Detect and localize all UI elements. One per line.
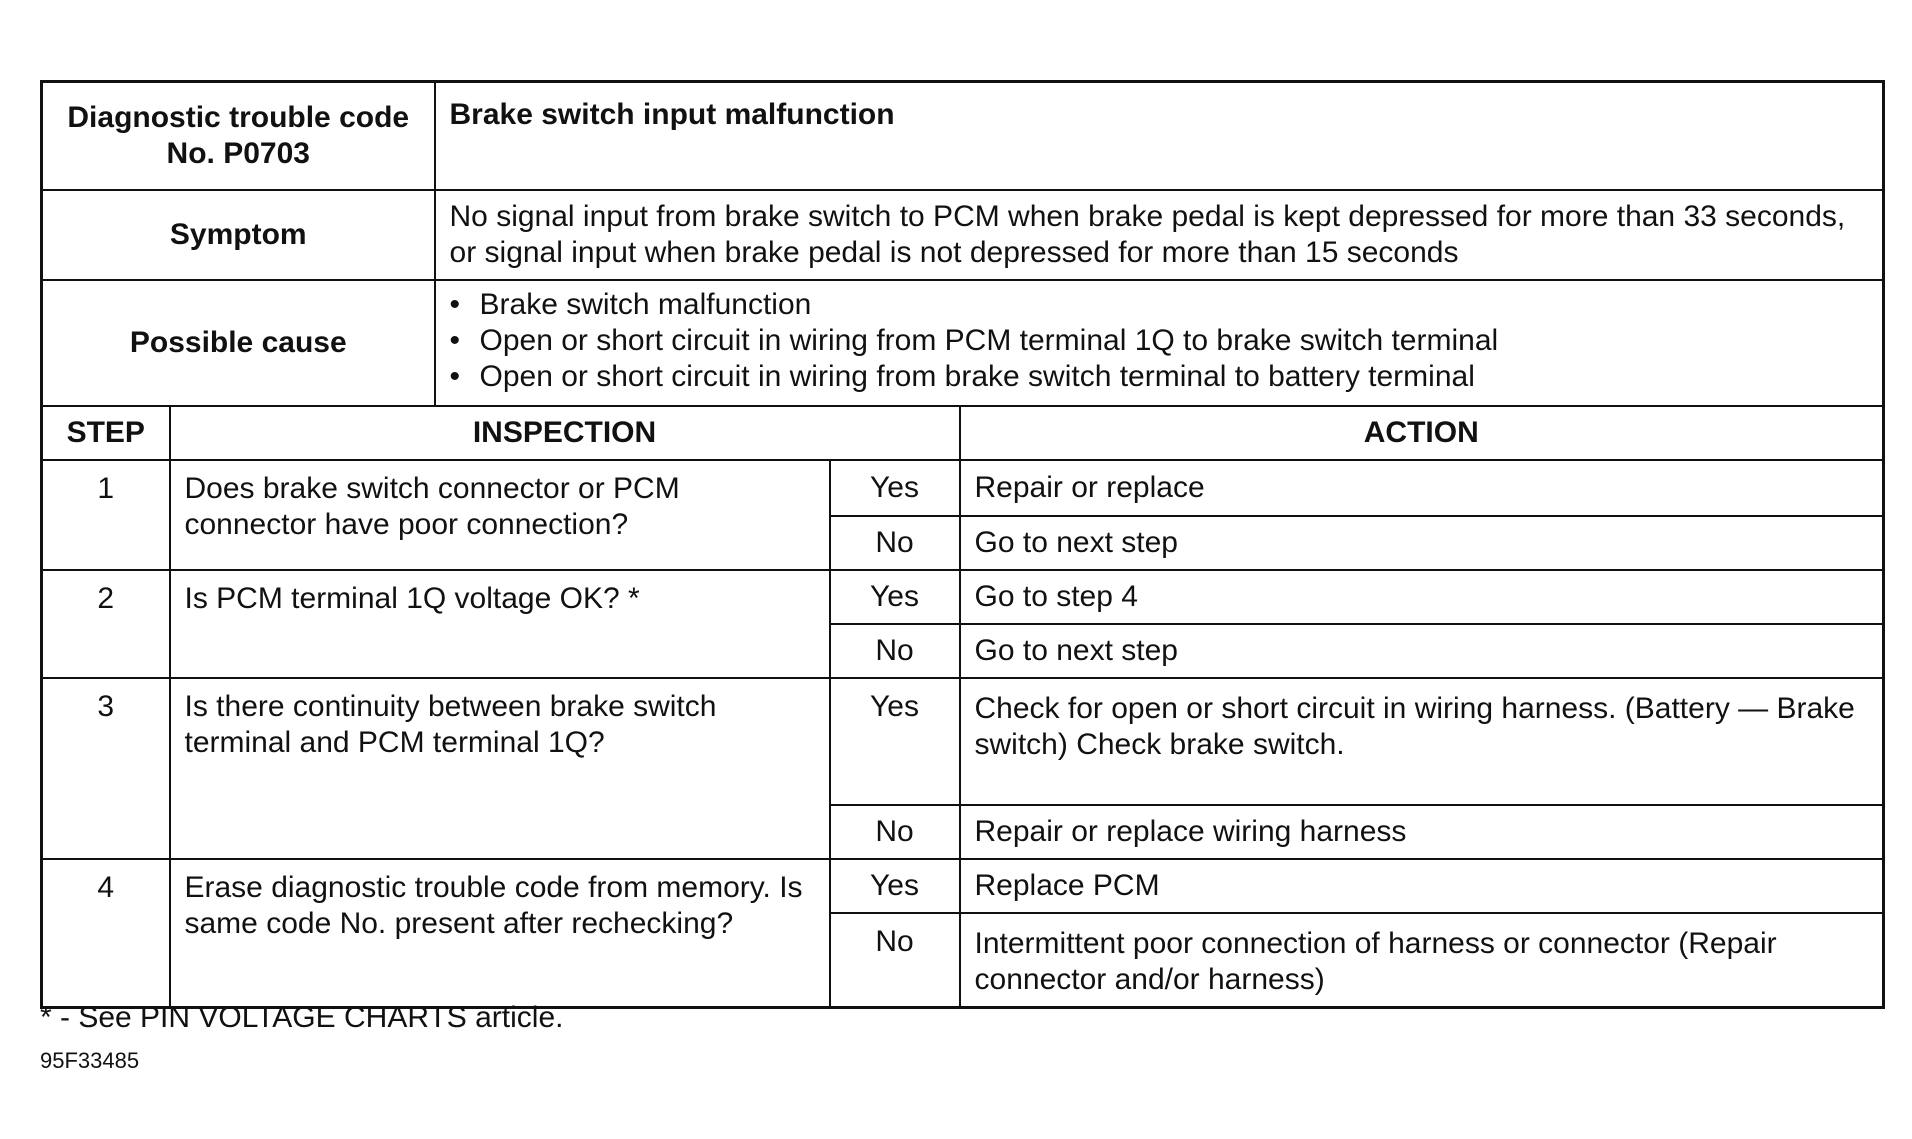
inspection-text: Erase diagnostic trouble code from memory. Is same code No. present after rechecking? <box>170 859 830 1008</box>
no-action: Go to next step <box>960 516 1884 570</box>
no-label: No <box>830 624 960 678</box>
column-header-row <box>42 406 1884 460</box>
inspection-text: Does brake switch connector or PCM connector have poor connection? <box>170 460 830 570</box>
no-label: No <box>830 805 960 859</box>
yes-action: Repair or replace <box>960 460 1884 516</box>
no-label: No <box>830 516 960 570</box>
yes-label: Yes <box>830 570 960 624</box>
symptom-row <box>42 190 1884 280</box>
inspection-text: Is PCM terminal 1Q voltage OK? * <box>170 570 830 678</box>
yes-action: Go to step 4 <box>960 570 1884 624</box>
inspection-column-header: INSPECTION <box>170 406 960 460</box>
cause-item: • Open or short circuit in wiring from brake switch terminal to battery terminal <box>450 359 1869 395</box>
no-label: No <box>830 913 960 1008</box>
cause-item: • Brake switch malfunction <box>450 287 1869 323</box>
possible-cause-list <box>450 287 1869 395</box>
step-column-header: STEP <box>42 406 170 460</box>
step-row-yes <box>42 570 1884 624</box>
no-action: Repair or replace wiring harness <box>960 805 1884 859</box>
step-row-yes <box>42 678 1884 805</box>
dtc-label: Diagnostic trouble code No. P0703 <box>42 82 435 190</box>
step-number: 4 <box>42 859 170 1008</box>
yes-label: Yes <box>830 678 960 805</box>
step-row-yes <box>42 460 1884 516</box>
yes-action: Check for open or short circuit in wiring harness. (Battery — Brake switch) Check brake switch. <box>960 678 1884 805</box>
footnote: * - See PIN VOLTAGE CHARTS article. <box>40 1001 564 1034</box>
step-number: 1 <box>42 460 170 570</box>
step-row-yes <box>42 859 1884 913</box>
step-number: 3 <box>42 678 170 859</box>
inspection-text: Is there continuity between brake switch terminal and PCM terminal 1Q? <box>170 678 830 859</box>
no-action: Go to next step <box>960 624 1884 678</box>
diagnostic-table <box>40 80 1885 1009</box>
cause-item: • Open or short circuit in wiring from PCM terminal 1Q to brake switch terminal <box>450 323 1869 359</box>
possible-cause-list-cell <box>435 280 1884 406</box>
yes-label: Yes <box>830 859 960 913</box>
yes-label: Yes <box>830 460 960 516</box>
figure-code: 95F33485 <box>40 1048 140 1073</box>
symptom-text: No signal input from brake switch to PCM when brake pedal is kept depressed for more than 33 seconds, or signal input when brake pedal is not depressed for more than 15 seconds <box>435 190 1884 280</box>
no-action: Intermittent poor connection of harness or connector (Repair connector and/or harness) <box>960 913 1884 1008</box>
action-column-header: ACTION <box>960 406 1884 460</box>
possible-cause-row <box>42 280 1884 406</box>
dtc-row <box>42 82 1884 190</box>
step-number: 2 <box>42 570 170 678</box>
possible-cause-label: Possible cause <box>42 280 435 406</box>
yes-action: Replace PCM <box>960 859 1884 913</box>
dtc-title: Brake switch input malfunction <box>435 82 1884 190</box>
diagnostic-chart <box>40 80 1882 1009</box>
symptom-label: Symptom <box>42 190 435 280</box>
